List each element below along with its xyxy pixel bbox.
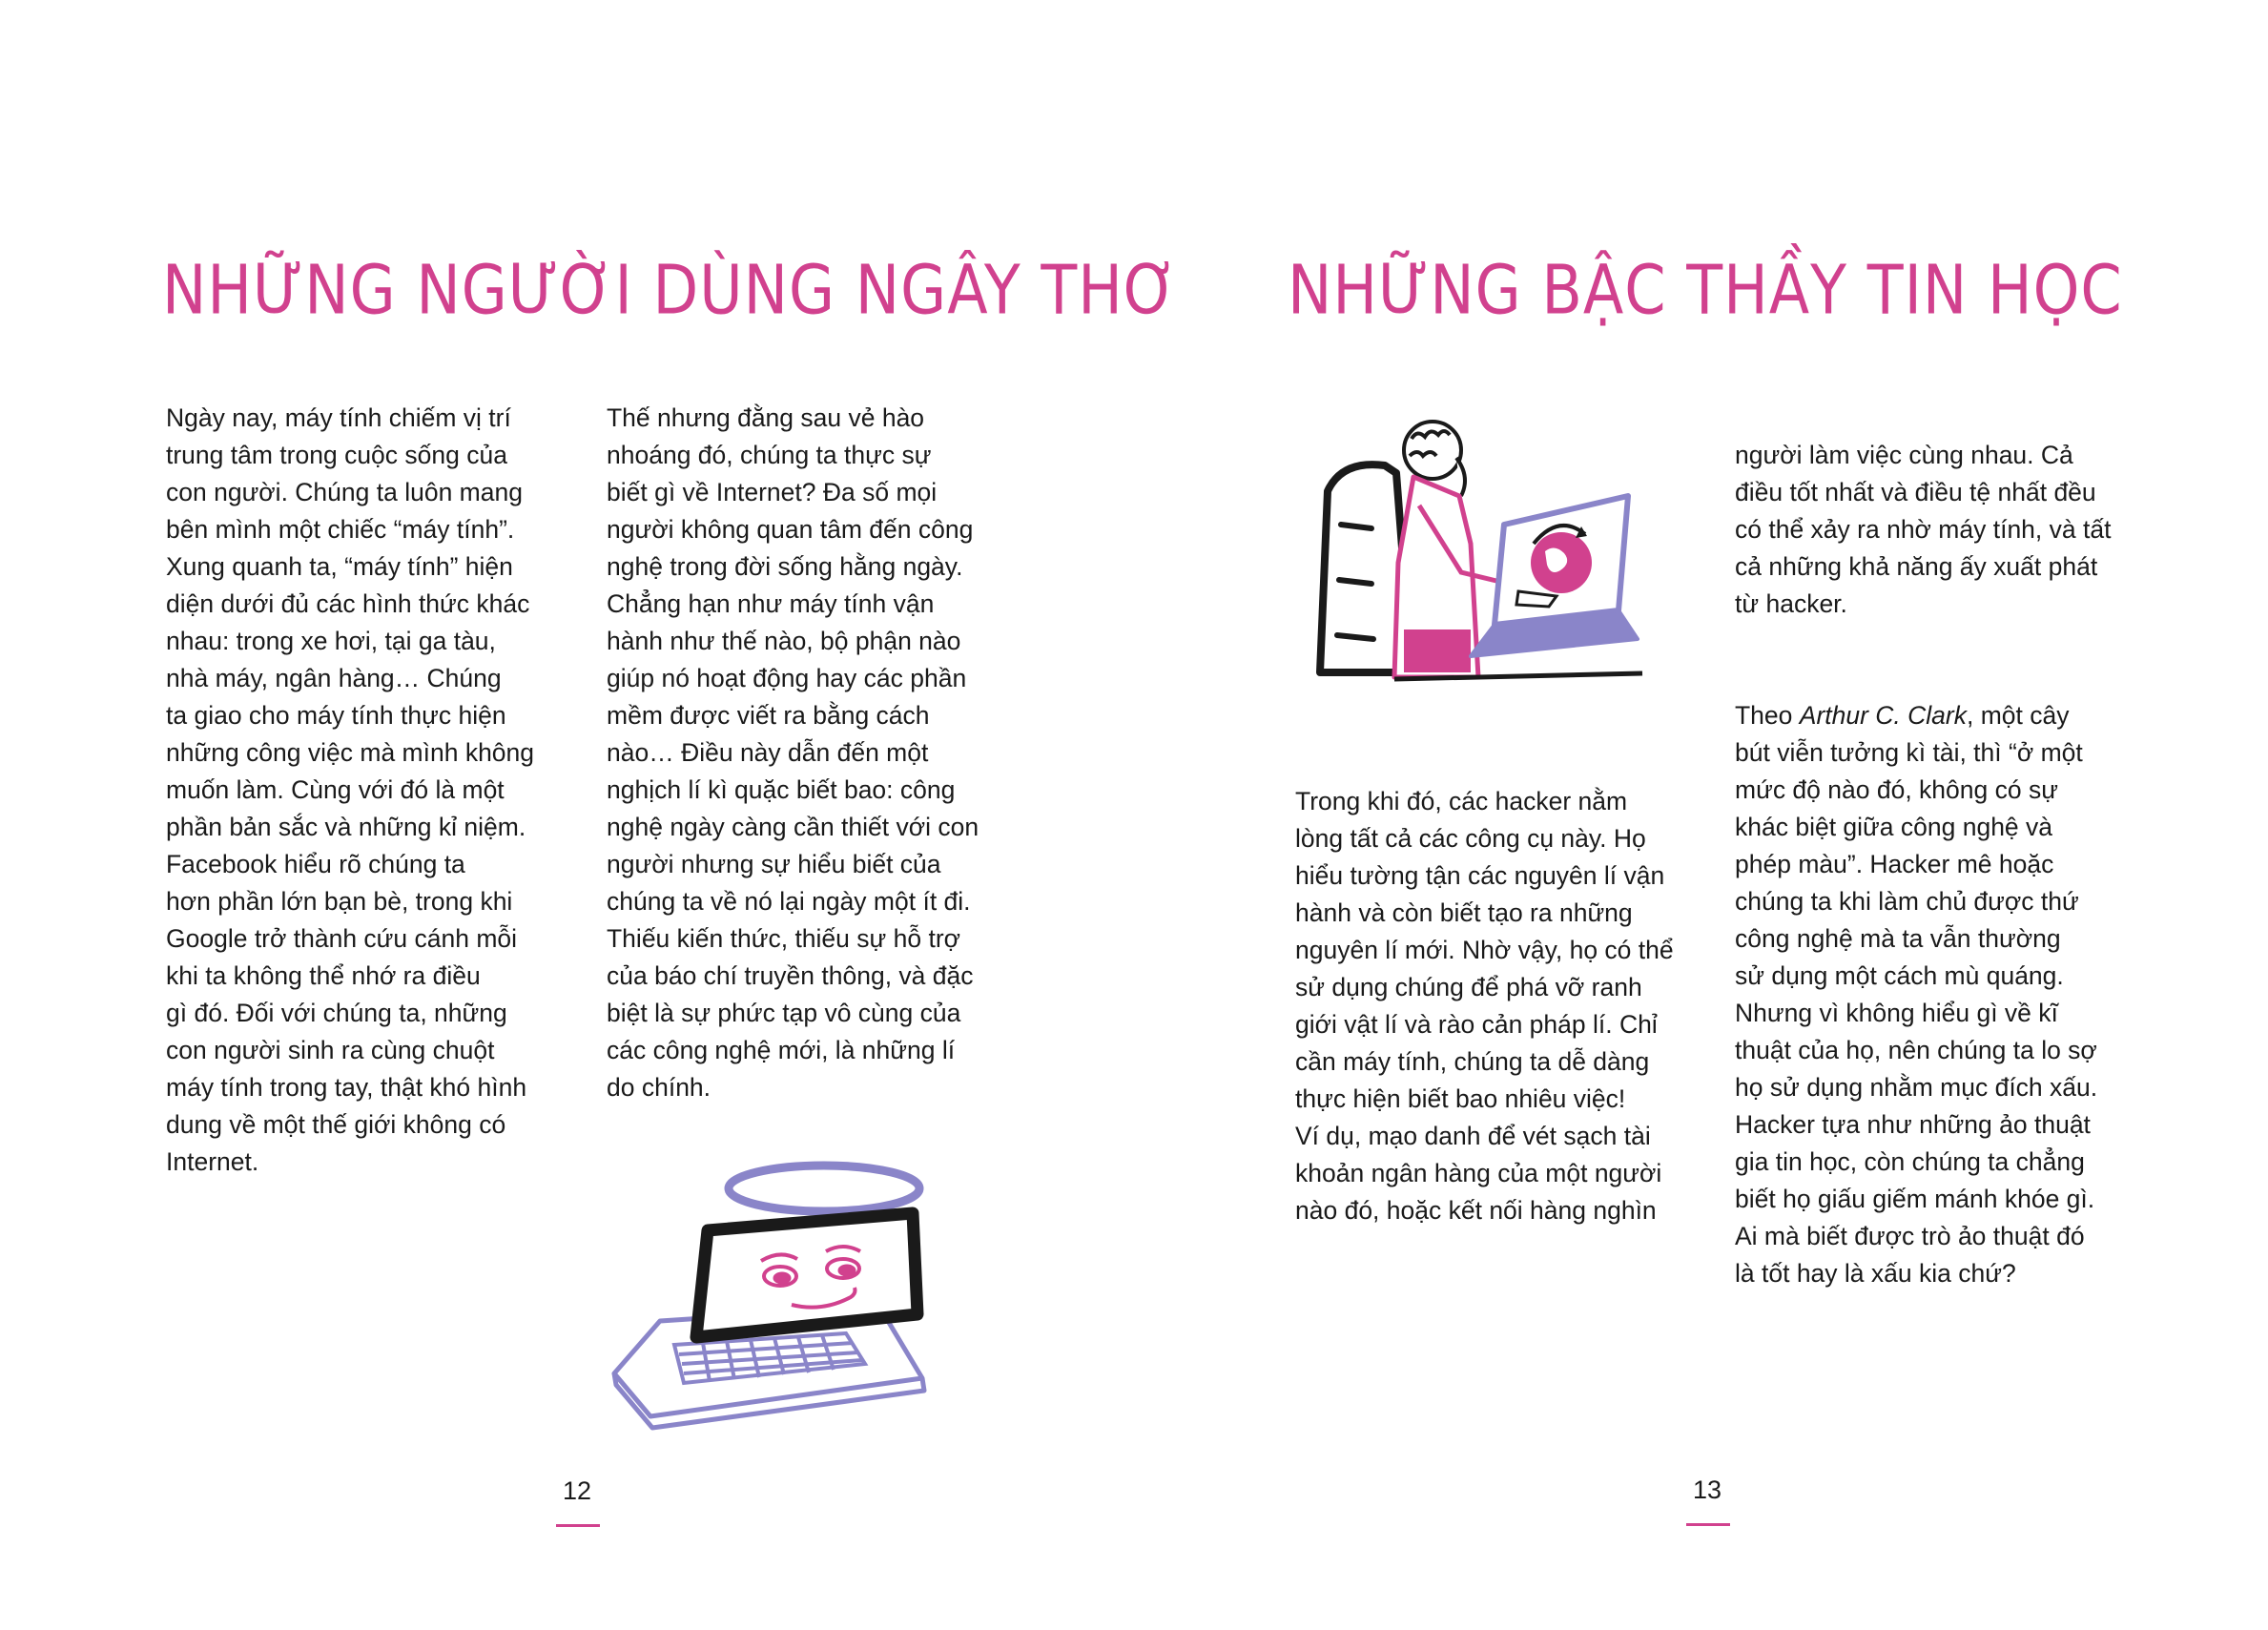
right-page-number: 13 bbox=[1692, 1475, 1722, 1504]
halo-laptop-illustration bbox=[593, 1135, 994, 1450]
hacker-illustration bbox=[1299, 401, 1661, 706]
globe-icon bbox=[1531, 526, 1592, 593]
right-page-number-rule bbox=[1686, 1523, 1730, 1526]
right-page-title: NHỮNG BẬC THẦY TIN HỌC bbox=[1288, 250, 2123, 330]
left-page-number: 12 bbox=[562, 1476, 592, 1505]
author-name: Arthur C. Clark bbox=[1799, 701, 1967, 730]
quote-lead: Theo bbox=[1735, 701, 1800, 730]
right-page-column-2 bbox=[1735, 400, 2126, 1330]
quote-rest: , một cây bút viễn tưởng kì tài, thì “ở một mức độ nào đó, không có sự khác biệt giữa công nghệ và phép màu”. Hacker mê hoặc chúng ta khi làm chủ được thứ công nghệ mà ta vẫn thường sử dụng một cách mù quáng. Nhưng vì không hiểu gì về kĩ thuật của họ, nên chúng ta lo sợ họ sử dụng nhằm mục đích xấu. Hacker tựa như những ảo thuật gia tin học, còn chúng ta chẳng biết họ giấu giếm mánh khóe gì. Ai mà biết được trò ảo thuật đó là tốt hay là xấu kia chứ? bbox=[1735, 701, 2098, 1288]
left-page-column-2: Thế nhưng đằng sau vẻ hào nhoáng đó, chúng ta thực sự biết gì về Internet? Đa số mọi người không quan tâm đến công nghệ trong đời sống hằng ngày. Chẳng hạn như máy tính vận hành như thế nào, bộ phận nào giúp nó hoạt động hay các phần mềm được viết ra bằng cách nào… Điều này dẫn đến một nghịch lí kì quặc biết bao: công nghệ ngày càng cần thiết với con người nhưng sự hiểu biết của chúng ta về nó lại ngày một ít đi. Thiếu kiến thức, thiếu sự hỗ trợ của báo chí truyền thông, và đặc biệt là sự phức tạp vô cùng của các công nghệ mới, là những lí do chính. bbox=[607, 403, 979, 1102]
halo-shape bbox=[729, 1166, 919, 1211]
left-page-title: NHỮNG NGƯỜI DÙNG NGÂY THƠ bbox=[162, 250, 1179, 330]
left-page-column-1: Ngày nay, máy tính chiếm vị trí trung tâm trong cuộc sống của con người. Chúng ta luôn mang bên mình một chiếc “máy tính”. Xung quanh ta, “máy tính” hiện diện dưới đủ các hình thức khác nhau: trong xe hơi, tại ga tàu, nhà máy, ngân hàng… Chúng ta giao cho máy tính thực hiện những công việc mà mình không muốn làm. Cùng với đó là một phần bản sắc và những kỉ niệm. Facebook hiểu rõ chúng ta hơn phần lớn bạn bè, trong khi Google trở thành cứu cánh mỗi khi ta không thể nhớ ra điều gì đó. Đối với chúng ta, những con người sinh ra cùng chuột máy tính trong tay, thật khó hình dung về một thế giới không có Internet. bbox=[166, 403, 535, 1176]
laptop-screen bbox=[696, 1213, 918, 1337]
left-page-number-rule bbox=[556, 1524, 600, 1527]
right-page-column-2-paragraph-1: người làm việc cùng nhau. Cả điều tốt nhất và điều tệ nhất đều có thể xảy ra nhờ máy tính, và tất cả những khả năng ấy xuất phát từ hacker. bbox=[1735, 441, 2112, 618]
right-page-column-1: Trong khi đó, các hacker nằm lòng tất cả các công cụ này. Họ hiểu tường tận các nguyên lí vận hành và còn biết tạo ra những nguyên lí mới. Nhờ vậy, họ có thể sử dụng chúng để phá vỡ ranh giới vật lí và rào cản pháp lí. Chỉ cần máy tính, chúng ta dễ dàng thực hiện biết bao nhiêu việc! Ví dụ, mạo danh để vét sạch tài khoản ngân hàng của một người nào đó, hoặc kết nối hàng nghìn bbox=[1295, 787, 1674, 1225]
right-page-column-2-paragraph-2 bbox=[1735, 697, 2126, 1292]
